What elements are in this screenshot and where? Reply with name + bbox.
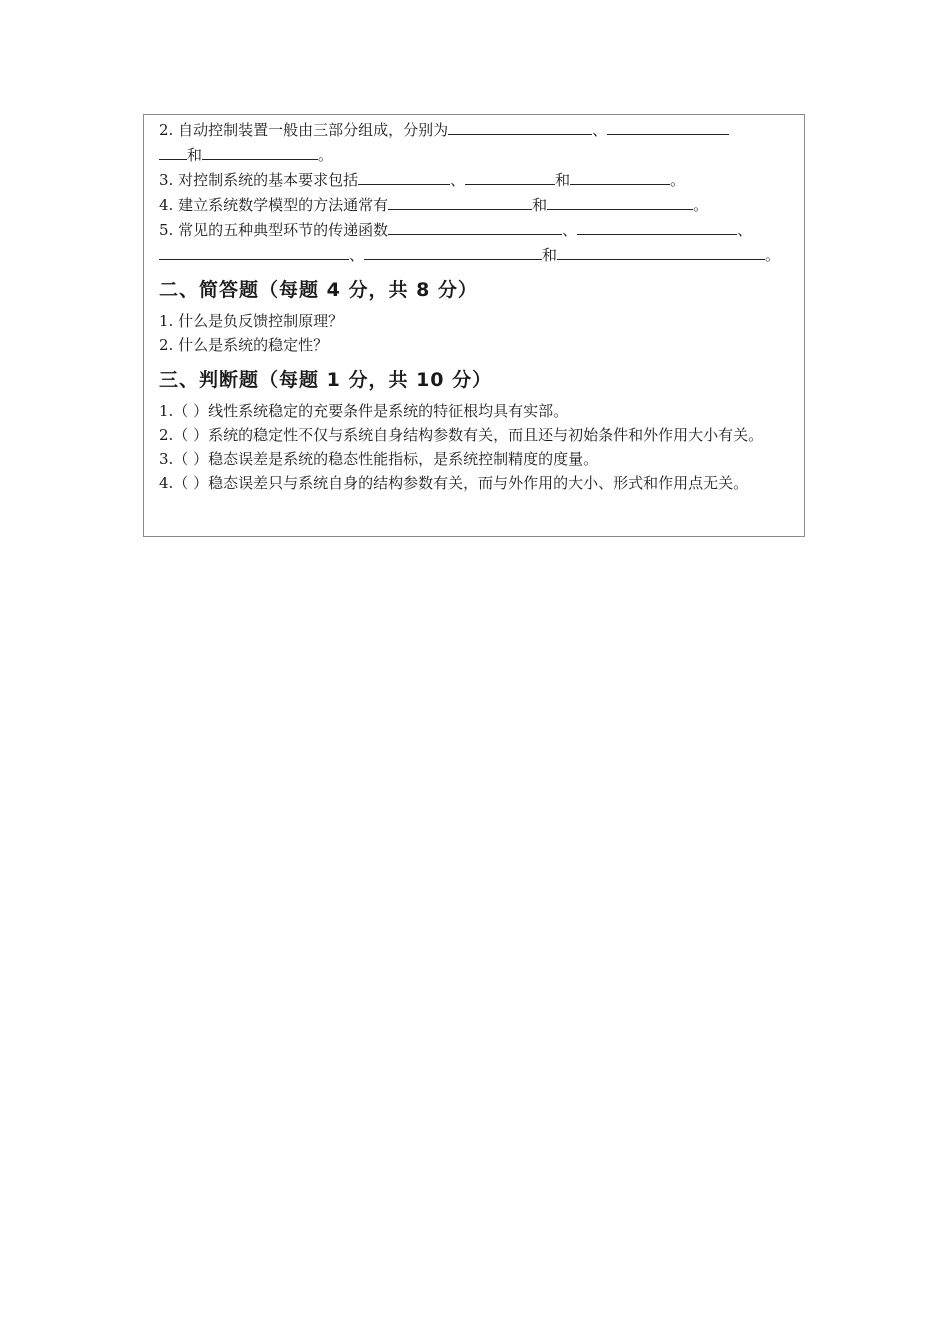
section-title-short-answer: 二、简答题（每题 4 分，共 8 分） <box>159 279 478 301</box>
end-mark: 。 <box>318 146 334 164</box>
separator: 、 <box>349 246 365 264</box>
separator: 和 <box>555 171 571 189</box>
answer-blank <box>159 242 349 260</box>
end-mark: 。 <box>765 246 781 264</box>
answer-blank <box>607 117 729 135</box>
answer-blank <box>448 117 592 135</box>
question-text: 4. 建立系统数学模型的方法通常有 <box>159 196 389 214</box>
short-answer-item: 1. 什么是负反馈控制原理？ <box>159 312 344 330</box>
fill-question-4 <box>159 192 788 217</box>
answer-blank <box>358 167 450 185</box>
question-text: 5. 常见的五种典型环节的传递函数 <box>159 221 389 239</box>
answer-blank <box>364 242 542 260</box>
separator: 、 <box>737 221 753 239</box>
question-text: 3. 对控制系统的基本要求包括 <box>159 171 359 189</box>
separator: 、 <box>592 121 608 139</box>
separator: 和 <box>542 246 558 264</box>
answer-blank <box>557 242 765 260</box>
separator: 和 <box>532 196 548 214</box>
separator: 、 <box>450 171 466 189</box>
fill-question-2 <box>159 117 788 142</box>
fill-question-3 <box>159 167 788 192</box>
answer-blank <box>577 217 737 235</box>
judgement-item: 4.（ ）稳态误差只与系统自身的结构参数有关，而与外作用的大小、形式和作用点无关。 <box>159 474 749 492</box>
exam-content-box <box>143 114 805 537</box>
section-title-judgement: 三、判断题（每题 1 分，共 10 分） <box>159 369 493 391</box>
answer-blank <box>570 167 670 185</box>
answer-blank <box>159 142 187 160</box>
fill-question-5-cont <box>159 242 788 267</box>
answer-blank <box>547 192 693 210</box>
judgement-item: 1.（ ）线性系统稳定的充要条件是系统的特征根均具有实部。 <box>159 402 569 420</box>
answer-blank <box>388 192 532 210</box>
answer-blank <box>202 142 318 160</box>
separator: 、 <box>562 221 578 239</box>
answer-blank <box>388 217 562 235</box>
fill-question-5 <box>159 217 788 242</box>
end-mark: 。 <box>693 196 709 214</box>
question-text: 2. 自动控制装置一般由三部分组成，分别为 <box>159 121 449 139</box>
judgement-item: 2.（ ）系统的稳定性不仅与系统自身结构参数有关，而且还与初始条件和外作用大小有关。 <box>159 426 764 444</box>
short-answer-item: 2. 什么是系统的稳定性？ <box>159 336 329 354</box>
end-mark: 。 <box>670 171 686 189</box>
fill-question-2-cont <box>159 142 788 167</box>
separator: 和 <box>187 146 203 164</box>
answer-blank <box>465 167 555 185</box>
judgement-item: 3.（ ）稳态误差是系统的稳态性能指标，是系统控制精度的度量。 <box>159 450 599 468</box>
